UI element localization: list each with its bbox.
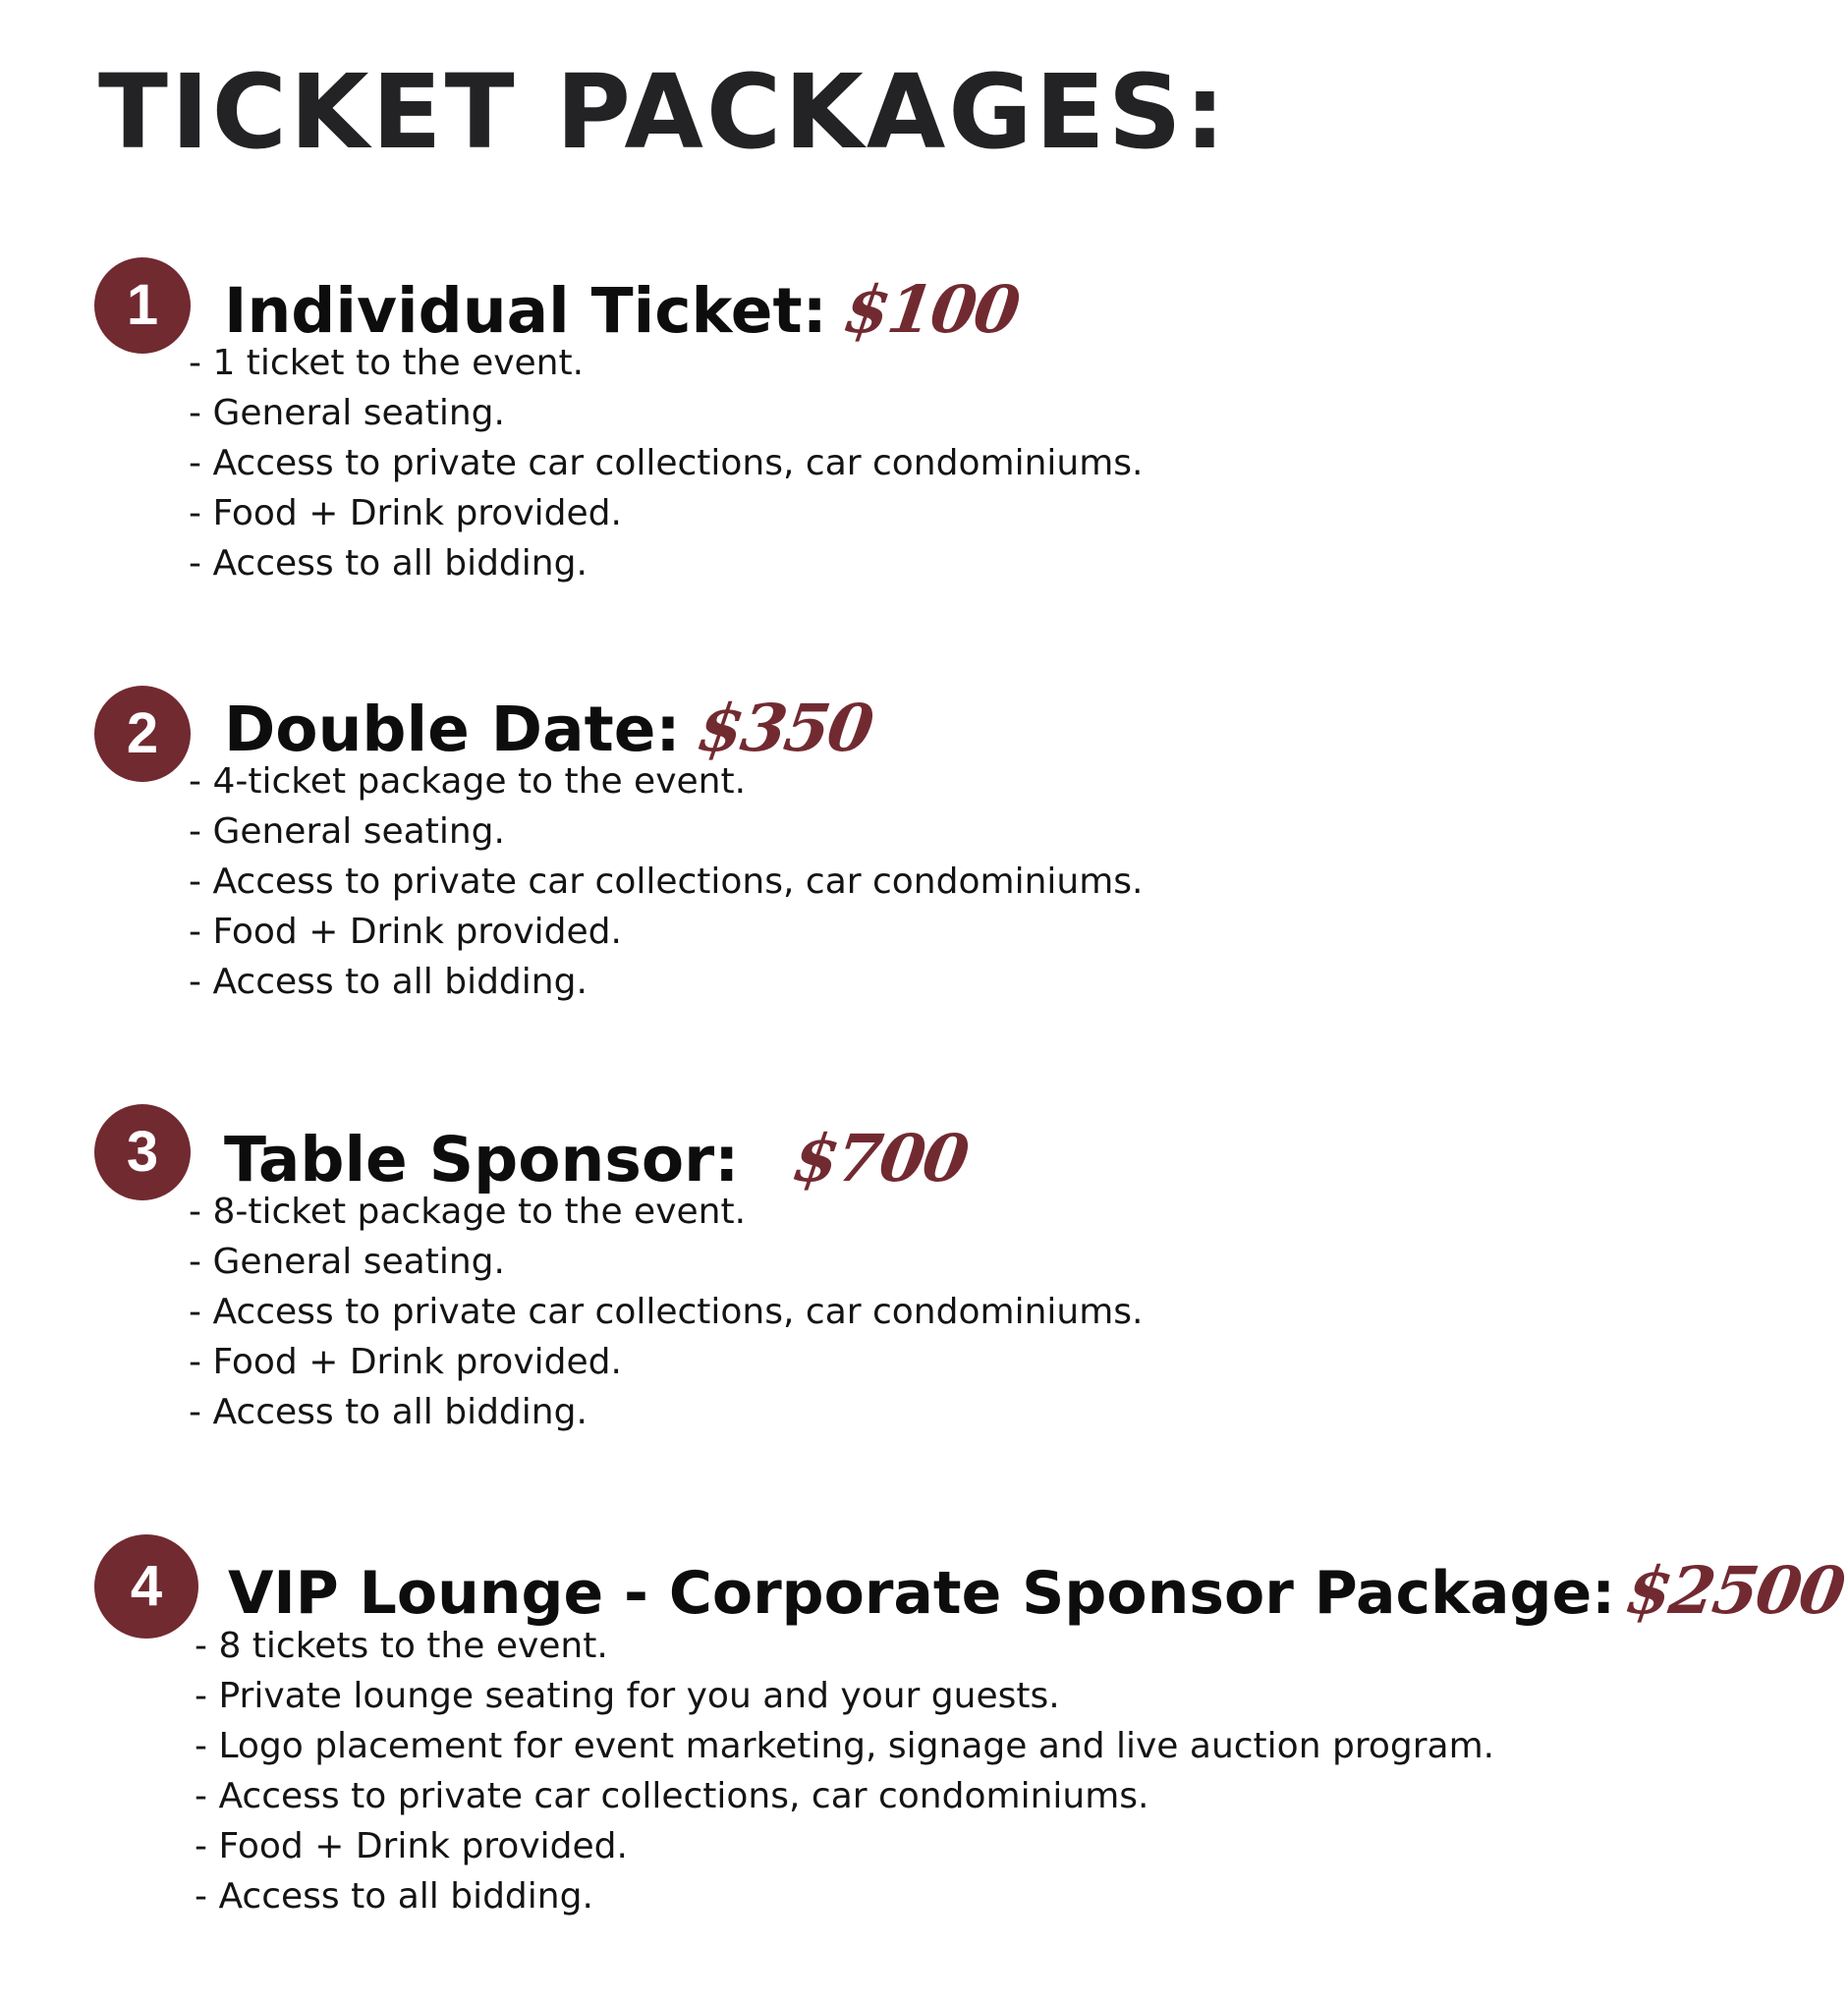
package-heading [224,1120,973,1196]
list-item: - 1 ticket to the event. [189,338,1143,388]
feature-list [189,756,1143,1007]
list-item: - Access to all bidding. [189,538,1143,588]
package-heading [224,690,876,766]
feature-list [189,338,1143,588]
list-item: - 8-ticket package to the event. [189,1187,1143,1237]
number-badge: 1 [94,257,191,354]
list-item: - Access to private car collections, car condominiums. [189,1287,1143,1337]
list-item: - General seating. [189,806,1143,857]
number-badge: 3 [94,1104,191,1200]
package-price: $350 [693,690,876,766]
package-price: $100 [839,271,1023,348]
page-title: TICKET PACKAGES: [98,52,1229,172]
package-name: VIP Lounge - Corporate Sponsor Package: [228,1559,1616,1628]
package-name: Double Date: [224,694,681,765]
list-item: - Food + Drink provided. [189,488,1143,538]
package-heading [224,271,1023,348]
list-item: - 8 tickets to the event. [195,1621,1494,1671]
package-name: Individual Ticket: [224,275,827,347]
list-item: - Access to all bidding. [189,1387,1143,1437]
feature-list [195,1621,1494,1921]
list-item: - Private lounge seating for you and your guests. [195,1671,1494,1721]
number-badge: 2 [94,686,191,782]
package-name: Table Sponsor: [224,1124,740,1196]
list-item: - Access to private car collections, car condominiums. [195,1771,1494,1821]
package-price: $2500 [1621,1552,1848,1629]
list-item: - General seating. [189,1237,1143,1287]
package-price: $700 [788,1120,973,1196]
list-item: - Access to all bidding. [189,957,1143,1007]
list-item: - Logo placement for event marketing, signage and live auction program. [195,1721,1494,1771]
list-item: - Food + Drink provided. [195,1821,1494,1871]
number-badge: 4 [94,1534,198,1639]
list-item: - Access to private car collections, car condominiums. [189,857,1143,907]
list-item: - Food + Drink provided. [189,907,1143,957]
feature-list [189,1187,1143,1437]
package-heading [228,1552,1848,1629]
list-item: - General seating. [189,388,1143,438]
list-item: - Access to all bidding. [195,1871,1494,1921]
list-item: - 4-ticket package to the event. [189,756,1143,806]
list-item: - Food + Drink provided. [189,1337,1143,1387]
list-item: - Access to private car collections, car condominiums. [189,438,1143,488]
